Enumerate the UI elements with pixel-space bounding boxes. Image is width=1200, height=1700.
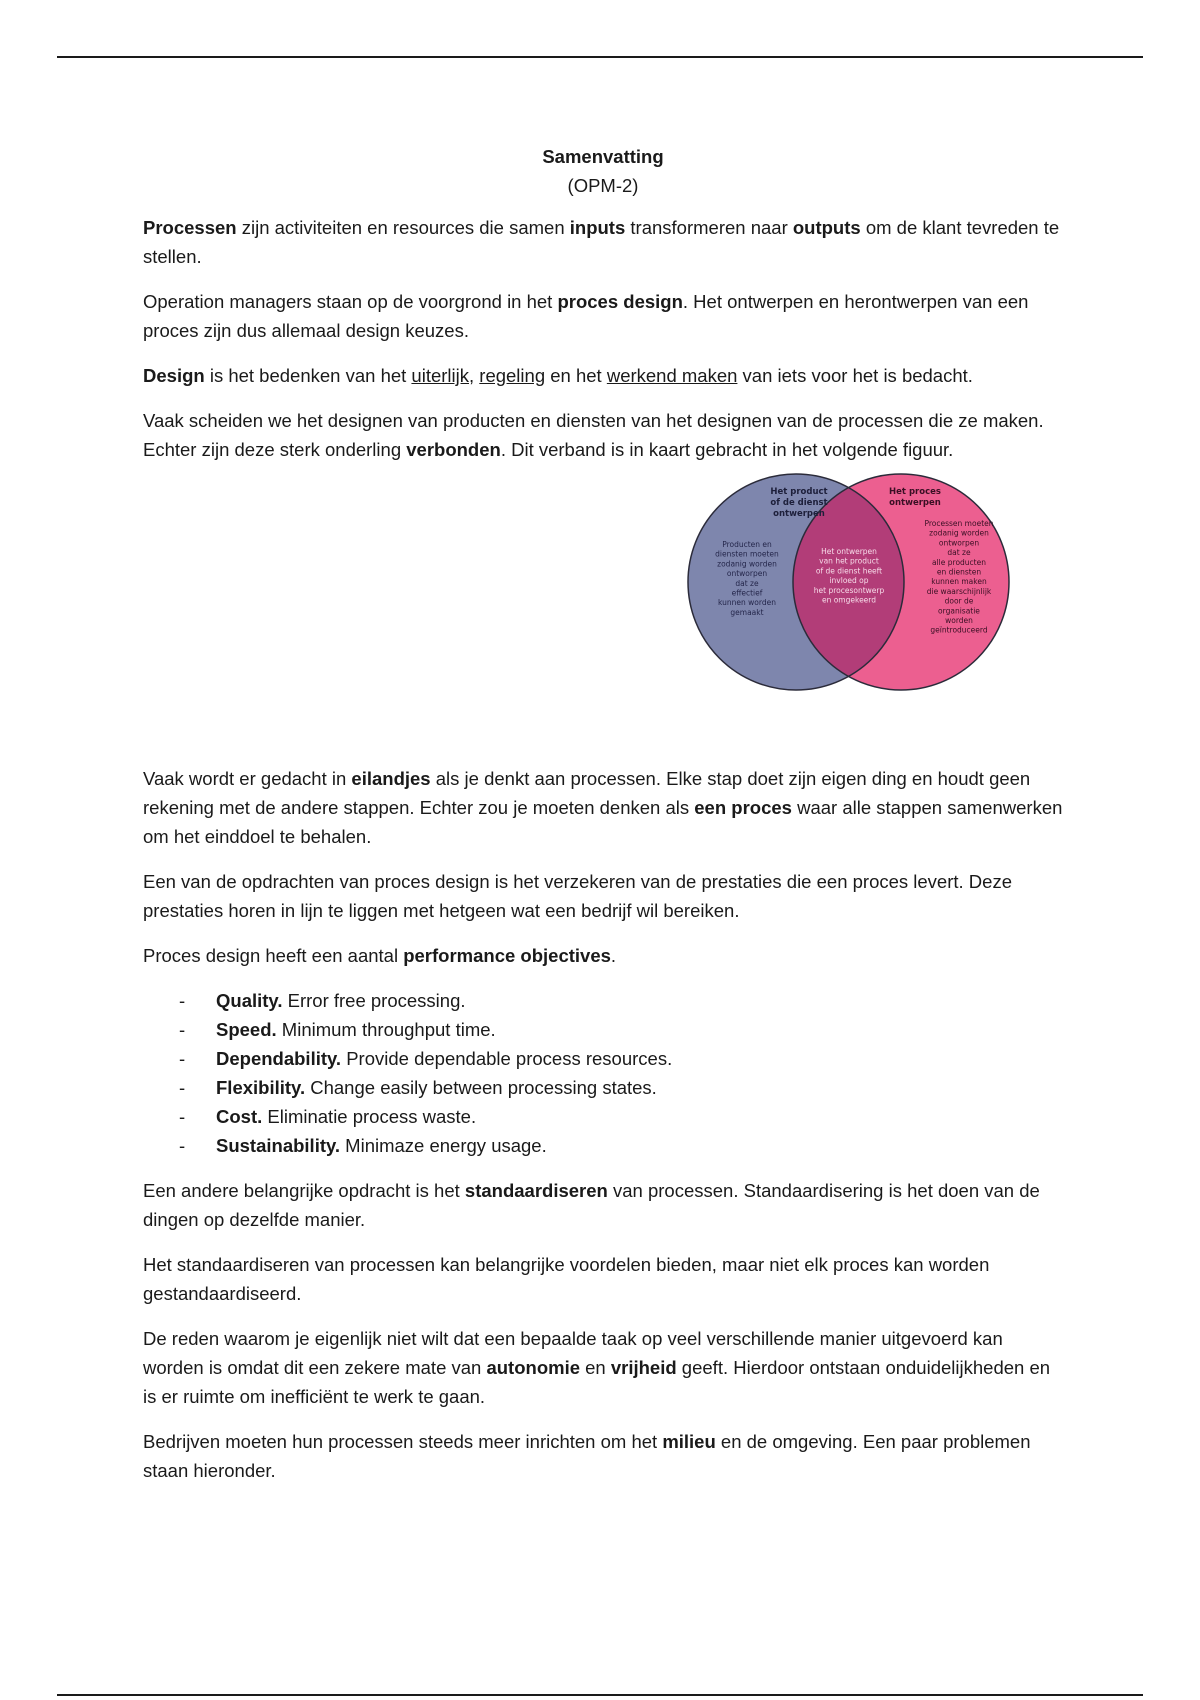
venn-right-text: ontworpen: [938, 538, 980, 548]
venn-right-text: dat ze: [947, 548, 971, 558]
paragraph-processen: Processen zijn activiteiten en resources die samen inputs transformeren naar outputs om de klant tevreden te stellen.: [143, 217, 1060, 267]
paragraph-milieu: Bedrijven moeten hun processen steeds meer inrichten om het milieu en de omgeving. Een paar problemen staan hieronder.: [143, 1431, 1031, 1481]
venn-overlap-text: en omgekeerd: [821, 595, 877, 605]
list-item: - Dependability. Provide dependable process resources.: [179, 1044, 1063, 1073]
document-body: [143, 142, 1063, 1501]
paragraph-voordelen: Het standaardiseren van processen kan belangrijke voordelen bieden, maar niet elk proces kan worden gestandaardiseerd.: [143, 1254, 990, 1304]
venn-right-text: organisatie: [938, 606, 980, 616]
list-item: - Speed. Minimum throughput time.: [179, 1015, 1063, 1044]
venn-overlap-text: Het ontwerpen: [821, 547, 877, 556]
paragraph-standaardiseren: Een andere belangrijke opdracht is het standaardiseren van processen. Standaardisering is het doen van de dingen op dezelfde manier.: [143, 1180, 1040, 1230]
paragraph-operation-managers: Operation managers staan op de voorgrond in het proces design. Het ontwerpen en herontwerpen van een proces zijn dus allemaal design keuzes.: [143, 291, 1029, 341]
list-item: - Flexibility. Change easily between processing states.: [179, 1073, 1063, 1102]
paragraph-eilandjes: Vaak wordt er gedacht in eilandjes als je denkt aan processen. Elke stap doet zijn eigen ding en houdt geen rekening met de andere stappen. Echter zou je moeten denken als een proces waar alle stappen samenwerken om het einddoel te behalen.: [143, 768, 1063, 847]
footer-rule: [57, 1694, 1143, 1696]
venn-overlap-text: het procesontwerp: [813, 585, 885, 595]
venn-left-text: gemaakt: [730, 607, 764, 617]
page-title: Samenvatting: [542, 146, 664, 167]
paragraph-performance-objectives: Proces design heeft een aantal performance objectives.: [143, 945, 617, 966]
paragraph-autonomie: De reden waarom je eigenlijk niet wilt dat een bepaalde taak op veel verschillende manier uitgevoerd kan worden is omdat dit een zekere mate van autonomie en vrijheid geeft. Hierdoor ontstaan onduidelijkheden en is er ruimte om inefficiënt te werk te gaan.: [143, 1328, 1051, 1407]
venn-right-text: door de: [944, 596, 974, 606]
venn-left-text: dat ze: [735, 578, 759, 588]
venn-left-text: zodanig worden: [717, 559, 777, 569]
venn-right-text: zodanig worden: [929, 528, 989, 538]
venn-right-title: Het proces: [889, 487, 941, 497]
venn-left-text: kunnen worden: [718, 598, 776, 608]
venn-left-text: diensten moeten: [715, 549, 779, 559]
venn-right-text: worden: [945, 616, 973, 625]
venn-left-text: effectief: [731, 588, 763, 598]
objectives-list: [143, 986, 1063, 1160]
venn-overlap-text: of de dienst heeft: [815, 566, 883, 576]
venn-overlap-text: invloed op: [829, 576, 869, 586]
venn-diagram: [651, 464, 1071, 694]
venn-left-title: Het product: [770, 487, 828, 497]
venn-overlap-text: van het product: [819, 556, 879, 566]
list-item: - Quality. Error free processing.: [179, 986, 1063, 1015]
list-item: - Sustainability. Minimaze energy usage.: [179, 1131, 1063, 1160]
list-item: - Cost. Eliminatie process waste.: [179, 1102, 1063, 1131]
header-rule: [57, 56, 1143, 58]
venn-left-text: ontworpen: [726, 569, 768, 579]
venn-right-text: kunnen maken: [931, 577, 987, 587]
venn-right-text: alle producten: [932, 557, 986, 567]
venn-right-text: en diensten: [936, 567, 982, 577]
venn-right-text: geïntroduceerd: [930, 625, 988, 635]
paragraph-prestaties: Een van de opdrachten van proces design is het verzekeren van de prestaties die een proces levert. Deze prestaties horen in lijn te liggen met hetgeen wat een bedrijf wil bereiken.: [143, 871, 1012, 921]
venn-left-title: of de dienst: [770, 498, 828, 508]
paragraph-design: Design is het bedenken van het uiterlijk, regeling en het werkend maken van iets voor het is bedacht.: [143, 365, 973, 386]
paragraph-verbonden: Vaak scheiden we het designen van producten en diensten van het designen van de processen die ze maken. Echter zijn deze sterk onderling verbonden. Dit verband is in kaart gebracht in het volgende figuur.: [143, 410, 1044, 460]
venn-right-title: ontwerpen: [889, 498, 941, 508]
venn-figure-container: [143, 464, 1063, 764]
venn-right-text: die waarschijnlijk: [926, 586, 992, 596]
venn-left-title: ontwerpen: [773, 509, 825, 519]
venn-left-text: Producten en: [722, 540, 772, 549]
page-subtitle: (OPM-2): [567, 175, 639, 196]
venn-right-text: Processen moeten: [924, 519, 994, 528]
